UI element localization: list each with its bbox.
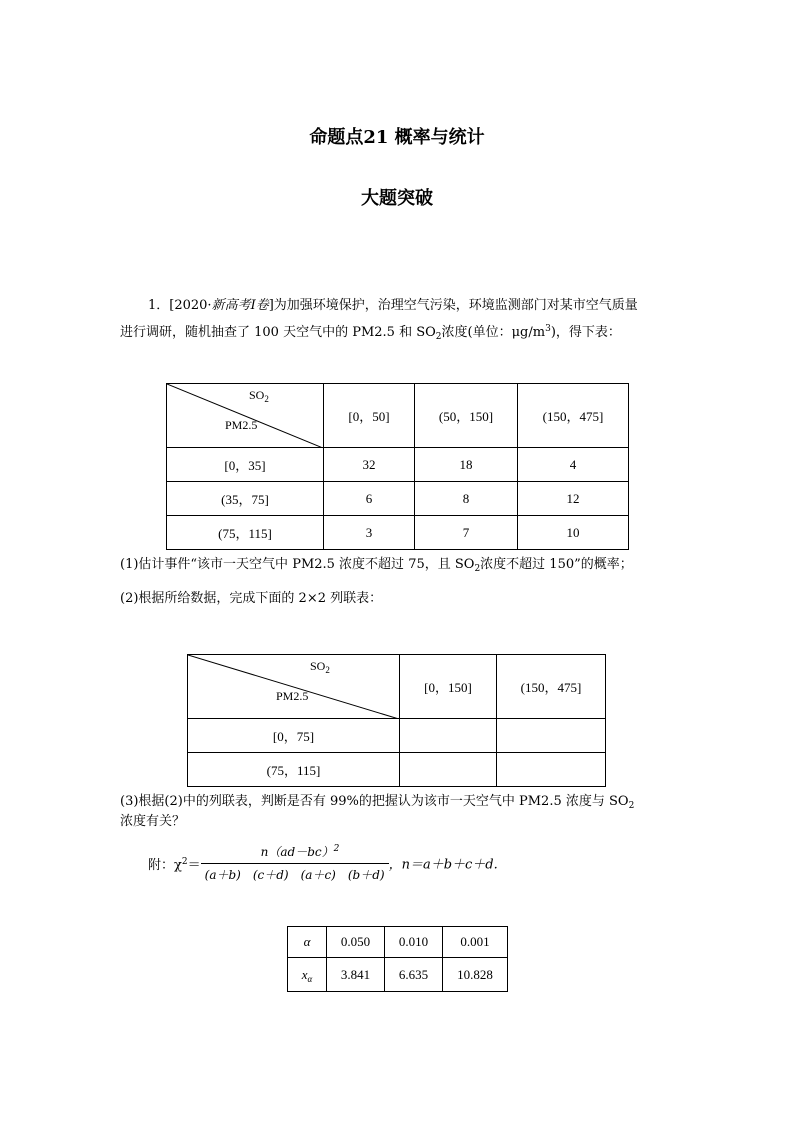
table-row — [188, 719, 606, 753]
intro-line2-a: 进行调研，随机抽查了 100 天空气中的 PM2.5 和 SO — [120, 325, 436, 340]
diagonal-line — [188, 655, 399, 719]
table-row — [167, 448, 629, 482]
row-header: (35，75] — [167, 482, 324, 516]
table-cell: 12 — [518, 482, 629, 516]
table-cell: 8 — [415, 482, 518, 516]
data-table-1 — [166, 383, 629, 550]
table-cell: 0.050 — [327, 927, 385, 958]
row-header: [0，35] — [167, 448, 324, 482]
corner-col-label: $SO_2$ — [310, 659, 330, 675]
question-source: 新高考Ⅰ卷 — [211, 298, 269, 313]
intro-text: ]为加强环境保护，治理空气污染，环境监测部门对某市空气质量 — [268, 298, 638, 313]
table-row — [167, 482, 629, 516]
question-intro — [120, 292, 680, 319]
diagonal-line — [167, 384, 323, 448]
col-header: [0，150] — [400, 655, 497, 719]
table-cell: 32 — [324, 448, 415, 482]
diagonal-header-cell — [167, 384, 324, 448]
table-cell: 10.828 — [443, 958, 508, 992]
table-cell: 7 — [415, 516, 518, 550]
row-header: (75，115] — [188, 753, 400, 787]
part-3-line2: 浓度有关？ — [120, 814, 186, 829]
table-cell: 0.001 — [443, 927, 508, 958]
question-number: 1．[2020· — [148, 298, 212, 313]
part-1: (1)估计事件“该市一天空气中 PM2.5 浓度不超过 75，且 $SO_2$浓度不超过 150”的概率； — [120, 557, 633, 574]
table-cell: 6 — [324, 482, 415, 516]
table-cell: 3 — [324, 516, 415, 550]
superscript: 3 — [545, 324, 551, 334]
empty-cell[interactable] — [497, 719, 606, 753]
table-row — [188, 753, 606, 787]
table-row — [167, 516, 629, 550]
row-header: [0，75] — [188, 719, 400, 753]
col-header: (50，150] — [415, 384, 518, 448]
row-header: $x_\alpha$ — [288, 958, 327, 992]
intro-line2-b: 浓度(单位：μg/m — [441, 325, 546, 340]
contingency-table — [187, 654, 606, 787]
subscript: 2 — [435, 332, 442, 342]
col-header: (150，475] — [497, 655, 606, 719]
empty-cell[interactable] — [400, 753, 497, 787]
col-header: (150，475] — [518, 384, 629, 448]
col-header: [0，50] — [324, 384, 415, 448]
table-cell: 6.635 — [385, 958, 443, 992]
corner-row-label: PM2.5 — [225, 418, 258, 432]
table-cell: 10 — [518, 516, 629, 550]
table-cell: 18 — [415, 448, 518, 482]
intro-line2-c: )，得下表： — [550, 325, 621, 340]
critical-value-table — [287, 926, 508, 992]
part-2: (2)根据所给数据，完成下面的 2×2 列联表： — [120, 591, 383, 606]
row-header: (75，115] — [167, 516, 324, 550]
table-cell: 4 — [518, 448, 629, 482]
row-header: α — [288, 927, 327, 958]
corner-row-label: PM2.5 — [276, 689, 309, 703]
corner-col-label: $SO_2$ — [249, 388, 269, 404]
section-subtitle: 大题突破 — [361, 188, 433, 209]
page-title: 命题点21 概率与统计 — [309, 127, 485, 148]
question-intro-line2 — [120, 319, 680, 346]
table-cell: 0.010 — [385, 927, 443, 958]
empty-cell[interactable] — [497, 753, 606, 787]
part-3: (3)根据(2)中的列联表，判断是否有 99%的把握认为该市一天空气中 PM2.5 浓度与 $SO_2$ — [120, 794, 635, 811]
formula-fraction: $\frac{n(ad-bc)^2}{(a+b) (c+d) (a+c) (b+d)}$ — [201, 843, 389, 883]
empty-cell[interactable] — [400, 719, 497, 753]
diagonal-header-cell — [188, 655, 400, 719]
chi-square-formula: 附：$\chi^2=$ $\frac{n(ad-bc)^2}{(a+b) (c+d) (a+c) (b+d)}$ ，n＝a＋b＋c＋d. — [148, 844, 498, 882]
table-cell: 3.841 — [327, 958, 385, 992]
